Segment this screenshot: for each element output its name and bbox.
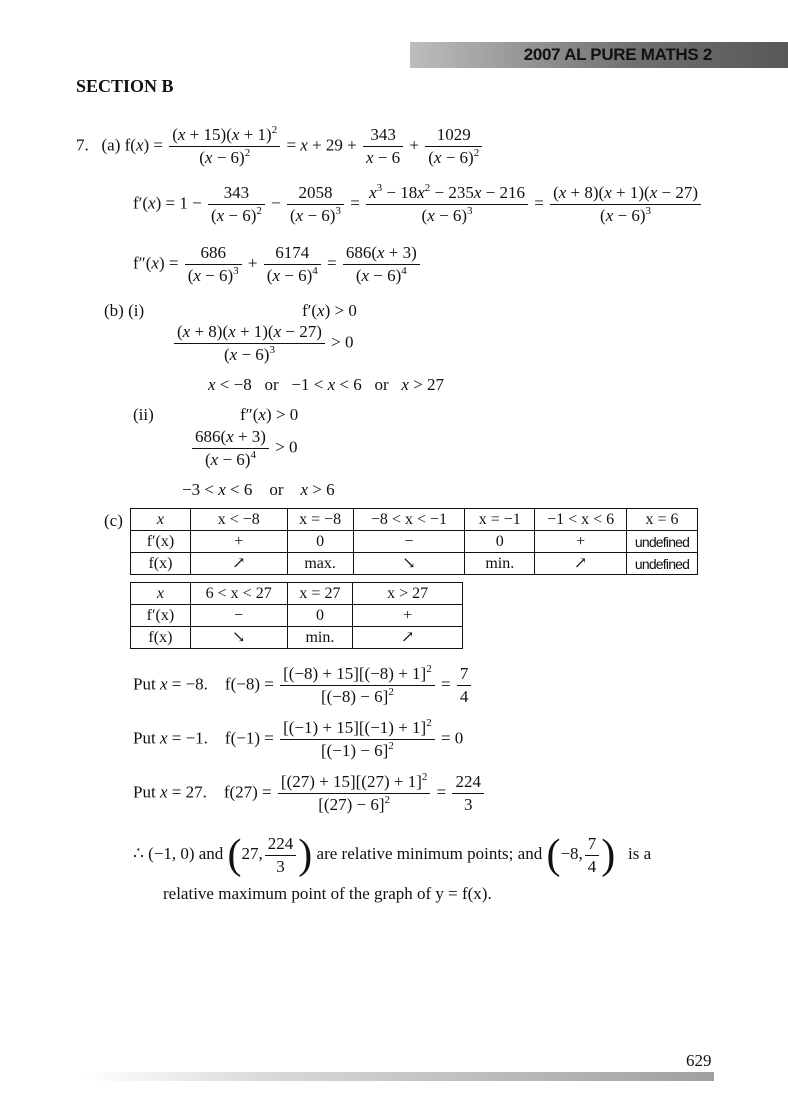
part-b-ii-label: (ii): [133, 405, 154, 424]
table-row: f(x) ↗ max. ↘ min. ↗ undefined: [131, 553, 698, 575]
section-title: SECTION B: [76, 76, 174, 96]
table-row: f(x) ↘ min. ↗: [131, 627, 463, 649]
variation-table-2: [130, 582, 463, 649]
solution-2: −3 < x < 6 or x > 6: [182, 480, 335, 499]
inequality-3: f″(x) > 0: [240, 405, 299, 424]
put-x-minus-1: Put x = −1. f(−1) = $\frac{[(-1) + 15][(-1) + 1]^2}{[(-1) - 6]^2}$ = 0: [133, 717, 464, 760]
inequality-2: $\frac{(x + 8)(x + 1)(x - 27)}{(x - 6)^3}$ > 0: [172, 323, 354, 364]
table-row: f′(x) − 0 +: [131, 605, 463, 627]
solution-1: x < −8 or −1 < x < 6 or x > 27: [208, 375, 444, 394]
footer-bar: [84, 1072, 714, 1081]
fraction: $\frac{(x + 15)(x + 1)^2}{(x - 6)^2}$: [169, 126, 280, 167]
part-a-line1: 7. (a) f(x) = $\frac{(x + 15)(x + 1)^2}{(x - 6)^2}$ = x + 29 + $\frac{343}{x - 6}$ + $\frac{1029}{(x - 6)^2}$: [76, 126, 484, 167]
decreasing-arrow-icon: ↘: [353, 553, 465, 575]
put-x-minus-8: Put x = −8. f(−8) = $\frac{[(-8) + 15][(-8) + 1]^2}{[(-8) - 6]^2}$ = $\frac{7}{4}$: [133, 665, 473, 706]
conclusion-line1: ∴ (−1, 0) and (27, $\frac{224}{3}$ ) are relative minimum points; and (−8, $\frac{7}{4}$ ) is a: [133, 832, 652, 878]
put-x-27: Put x = 27. f(27) = $\frac{[(27) + 15][(27) + 1]^2}{[(27) - 6]^2}$ = $\frac{224}{3}$: [133, 773, 486, 814]
question-number: 7.: [76, 135, 89, 155]
inequality-4: $\frac{686(x + 3)}{(x - 6)^4}$ > 0: [190, 428, 298, 469]
conclusion-line2: relative maximum point of the graph of y = f(x).: [163, 884, 492, 903]
derivative-line: f′(x) = 1 − $\frac{343}{(x - 6)^2}$ − $\frac{2058}{(x - 6)^3}$ = $\frac{x^3 - 18x^2 - 235x - 216}{(x - 6)^3}$ = $\frac{(x + 8)(x + 1)(x - 27)}{(x - 6)^3}$: [133, 184, 703, 225]
table-row: x x < −8 x = −8 −8 < x < −1 x = −1 −1 < x < 6 x = 6: [131, 509, 698, 531]
increasing-arrow-icon: ↗: [190, 553, 287, 575]
decreasing-arrow-icon: ↘: [190, 627, 287, 649]
second-derivative-line: f″(x) = $\frac{686}{(x - 6)^3}$ + $\frac{6174}{(x - 6)^4}$ = $\frac{686(x + 3)}{(x - 6)^4}$: [133, 244, 422, 285]
increasing-arrow-icon: ↗: [535, 553, 627, 575]
header-title: 2007 AL PURE MATHS 2: [523, 45, 712, 64]
variation-table-1: [130, 508, 698, 575]
header-bar: [410, 42, 788, 68]
table-row: f′(x) + 0 − 0 + undefined: [131, 531, 698, 553]
inequality-1: f′(x) > 0: [302, 301, 357, 320]
part-a-label: (a): [101, 135, 121, 155]
part-c-label: (c): [104, 511, 123, 530]
part-b-label-line: (b) (i): [104, 301, 145, 320]
page-number: 629: [686, 1051, 712, 1070]
table-row: x 6 < x < 27 x = 27 x > 27: [131, 583, 463, 605]
increasing-arrow-icon: ↗: [353, 627, 463, 649]
